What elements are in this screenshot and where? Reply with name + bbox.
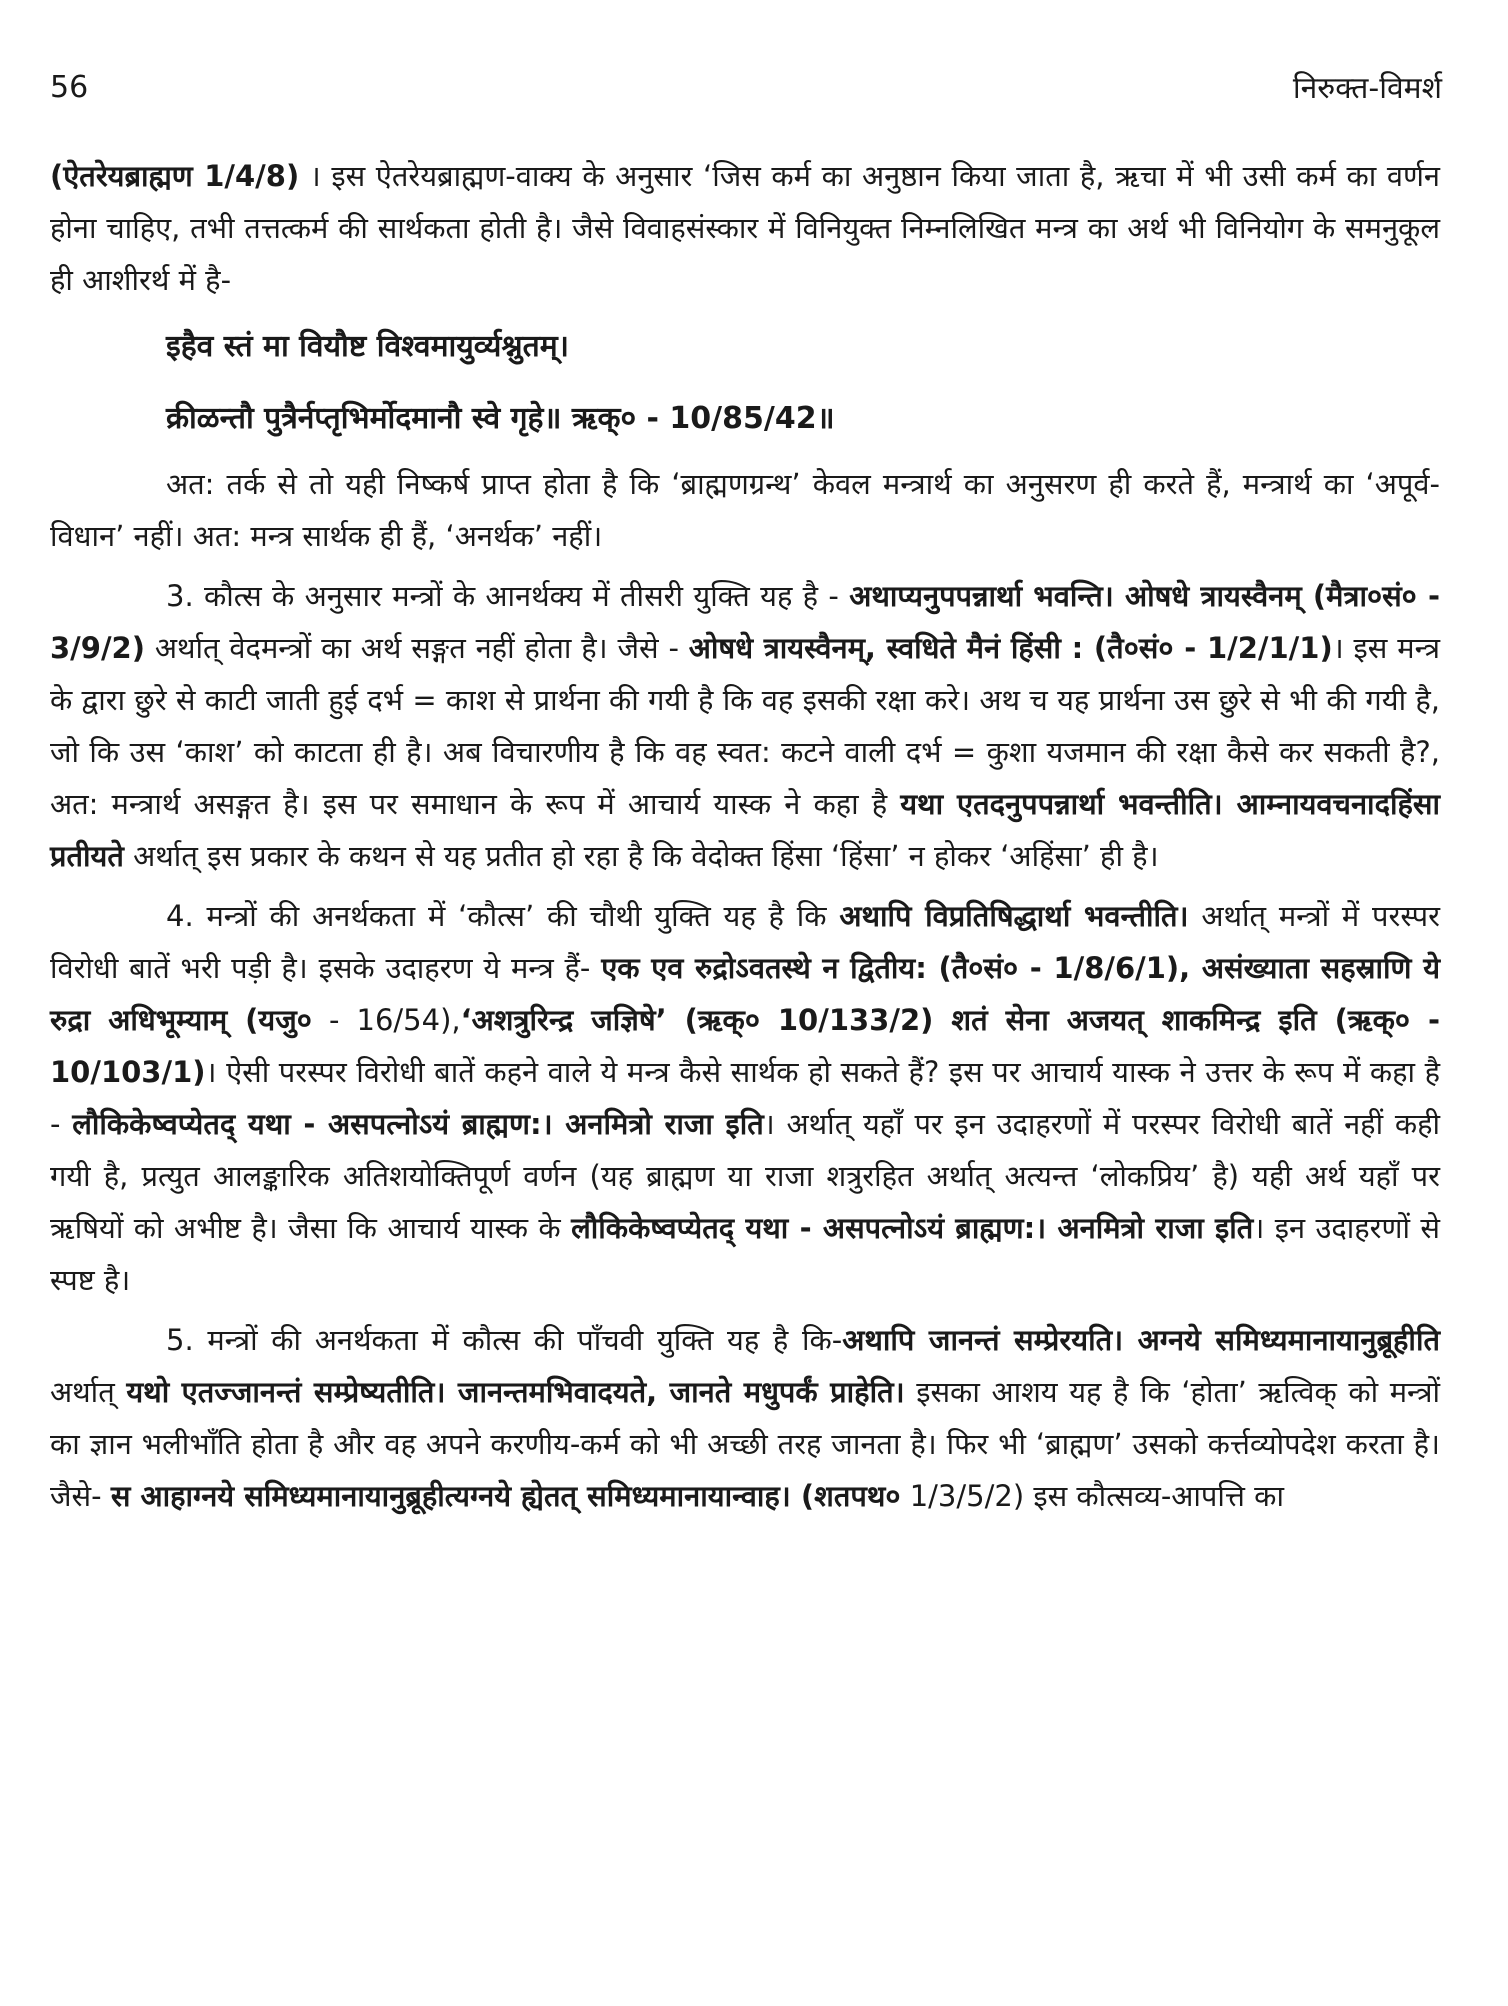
paragraph-2: अत: तर्क से तो यही निष्कर्ष प्राप्त होता है कि ‘ब्राह्मणग्रन्थ’ केवल मन्त्रार्थ का अनुसरण ही करते हैं, मन्त्रार्थ का ‘अपूर्व-विधान’ नहीं। अत: मन्त्र सार्थक ही हैं, ‘अनर्थक’ नहीं।: [50, 467, 1440, 553]
verse-line-1: इहैव स्तं मा वियौष्ट विश्वमायुर्व्यश्नुतम्।: [166, 329, 570, 364]
paragraph-3: 3. कौत्स के अनुसार मन्त्रों के आनर्थक्य में तीसरी युक्ति यह है - अथाप्यनुपपन्नार्था भवन्ति। ओषधे त्रायस्वैनम् (मैत्रा०सं० - 3/9/2) अर्थात् वेदमन्त्रों का अर्थ सङ्गत नहीं होता है। जैसे - ओषधे त्रायस्वैनम्, स्वधिते मैनं हिंसी : (तै०सं० - 1/2/1/1)। इस मन्त्र के द्वारा छुरे से काटी जाती हुई दर्भ = काश से प्रार्थना की गयी है कि वह इसकी रक्षा करे। अथ च यह प्रार्थना उस छुरे से भी की गयी है, जो कि उस ‘काश’ को काटता ही है। अब विचारणीय है कि वह स्वत: कटने वाली दर्भ = कुशा यजमान की रक्षा कैसे कर सकती है?, अत: मन्त्रार्थ असङ्गत है। इस पर समाधान के रूप में आचार्य यास्क ने कहा है यथा एतदनुपपन्नार्था भवन्तीति। आम्नायवचनादहिंसा प्रतीयते अर्थात् इस प्रकार के कथन से यह प्रतीत हो रहा है कि वेदोक्त हिंसा ‘हिंसा’ न होकर ‘अहिंसा’ ही है।: [50, 579, 1441, 873]
paragraph-1: (ऐतरेयब्राह्मण 1/4/8) । इस ऐतरेयब्राह्मण-वाक्य के अनुसार ‘जिस कर्म का अनुष्ठान किया जाता है, ऋचा में भी उसी कर्म का वर्णन होना चाहिए, तभी तत्तत्कर्म की सार्थकता होती है। जैसे विवाहसंस्कार में विनियुक्त निम्नलिखित मन्त्र का अर्थ भी विनियोग के समनुकूल ही आशीरर्थ में है-: [50, 159, 1440, 297]
body-text: [50, 150, 1440, 1530]
paragraph-4: 4. मन्त्रों की अनर्थकता में ‘कौत्स’ की चौथी युक्ति यह है कि अथापि विप्रतिषिद्धार्था भवन्तीति। अर्थात् मन्त्रों में परस्पर विरोधी बातें भरी पड़ी है। इसके उदाहरण ये मन्त्र हैं- एक एव रुद्रोऽवतस्थे न द्वितीय: (तै०सं० - 1/8/6/1), असंख्याता सहस्राणि ये रुद्रा अधिभूम्याम् (यजु० - 16/54),‘अशत्रुरिन्द्र जज्ञिषे’ (ऋक्० 10/133/2) शतं सेना अजयत् शाकमिन्द्र इति (ऋक्० - 10/103/1)। ऐसी परस्पर विरोधी बातें कहने वाले ये मन्त्र कैसे सार्थक हो सकते हैं? इस पर आचार्य यास्क ने उत्तर के रूप में कहा है - लौकिकेष्वप्येतद् यथा - असपत्नोऽयं ब्राह्मण:। अनमित्रो राजा इति। अर्थात् यहाँ पर इन उदाहरणों में परस्पर विरोधी बातें नहीं कही गयी है, प्रत्युत आलङ्कारिक अतिशयोक्तिपूर्ण वर्णन (यह ब्राह्मण या राजा शत्रुरहित अर्थात् अत्यन्त ‘लोकप्रिय’ है) यही अर्थ यहाँ पर ऋषियों को अभीष्ट है। जैसा कि आचार्य यास्क के लौकिकेष्वप्येतद् यथा - असपत्नोऽयं ब्राह्मण:। अनमित्रो राजा इति। इन उदाहरणों से स्पष्ट है।: [50, 899, 1441, 1297]
page-number: 56: [50, 70, 89, 105]
verse-line-2: क्रीळन्तौ पुत्रैर्नप्तृभिर्मोदमानौ स्वे गृहे॥ ऋक्० - 10/85/42॥: [166, 401, 835, 436]
paragraph-5: 5. मन्त्रों की अनर्थकता में कौत्स की पाँचवी युक्ति यह है कि-अथापि जानन्तं सम्प्रेरयति। अग्नये समिध्यमानायानुब्रूहीति अर्थात् यथो एतज्जानन्तं सम्प्रेष्यतीति। जानन्तमभिवादयते, जानते मधुपर्कं प्राहेति। इसका आशय यह है कि ‘होता’ ऋत्विक् को मन्त्रों का ज्ञान भलीभाँति होता है और वह अपने करणीय-कर्म को भी अच्छी तरह जानता है। फिर भी ‘ब्राह्मण’ उसको कर्त्तव्योपदेश करता है। जैसे- स आहाग्नये समिध्यमानायानुब्रूहीत्यग्नये ह्येतत् समिध्यमानायान्वाह। (शतपथ० 1/3/5/2) इस कौत्सव्य-आपत्ति का: [50, 1323, 1441, 1513]
reference-citation: (ऐतरेयब्राह्मण 1/4/8): [50, 159, 300, 193]
running-title: निरुक्त-विमर्श: [1292, 71, 1442, 106]
